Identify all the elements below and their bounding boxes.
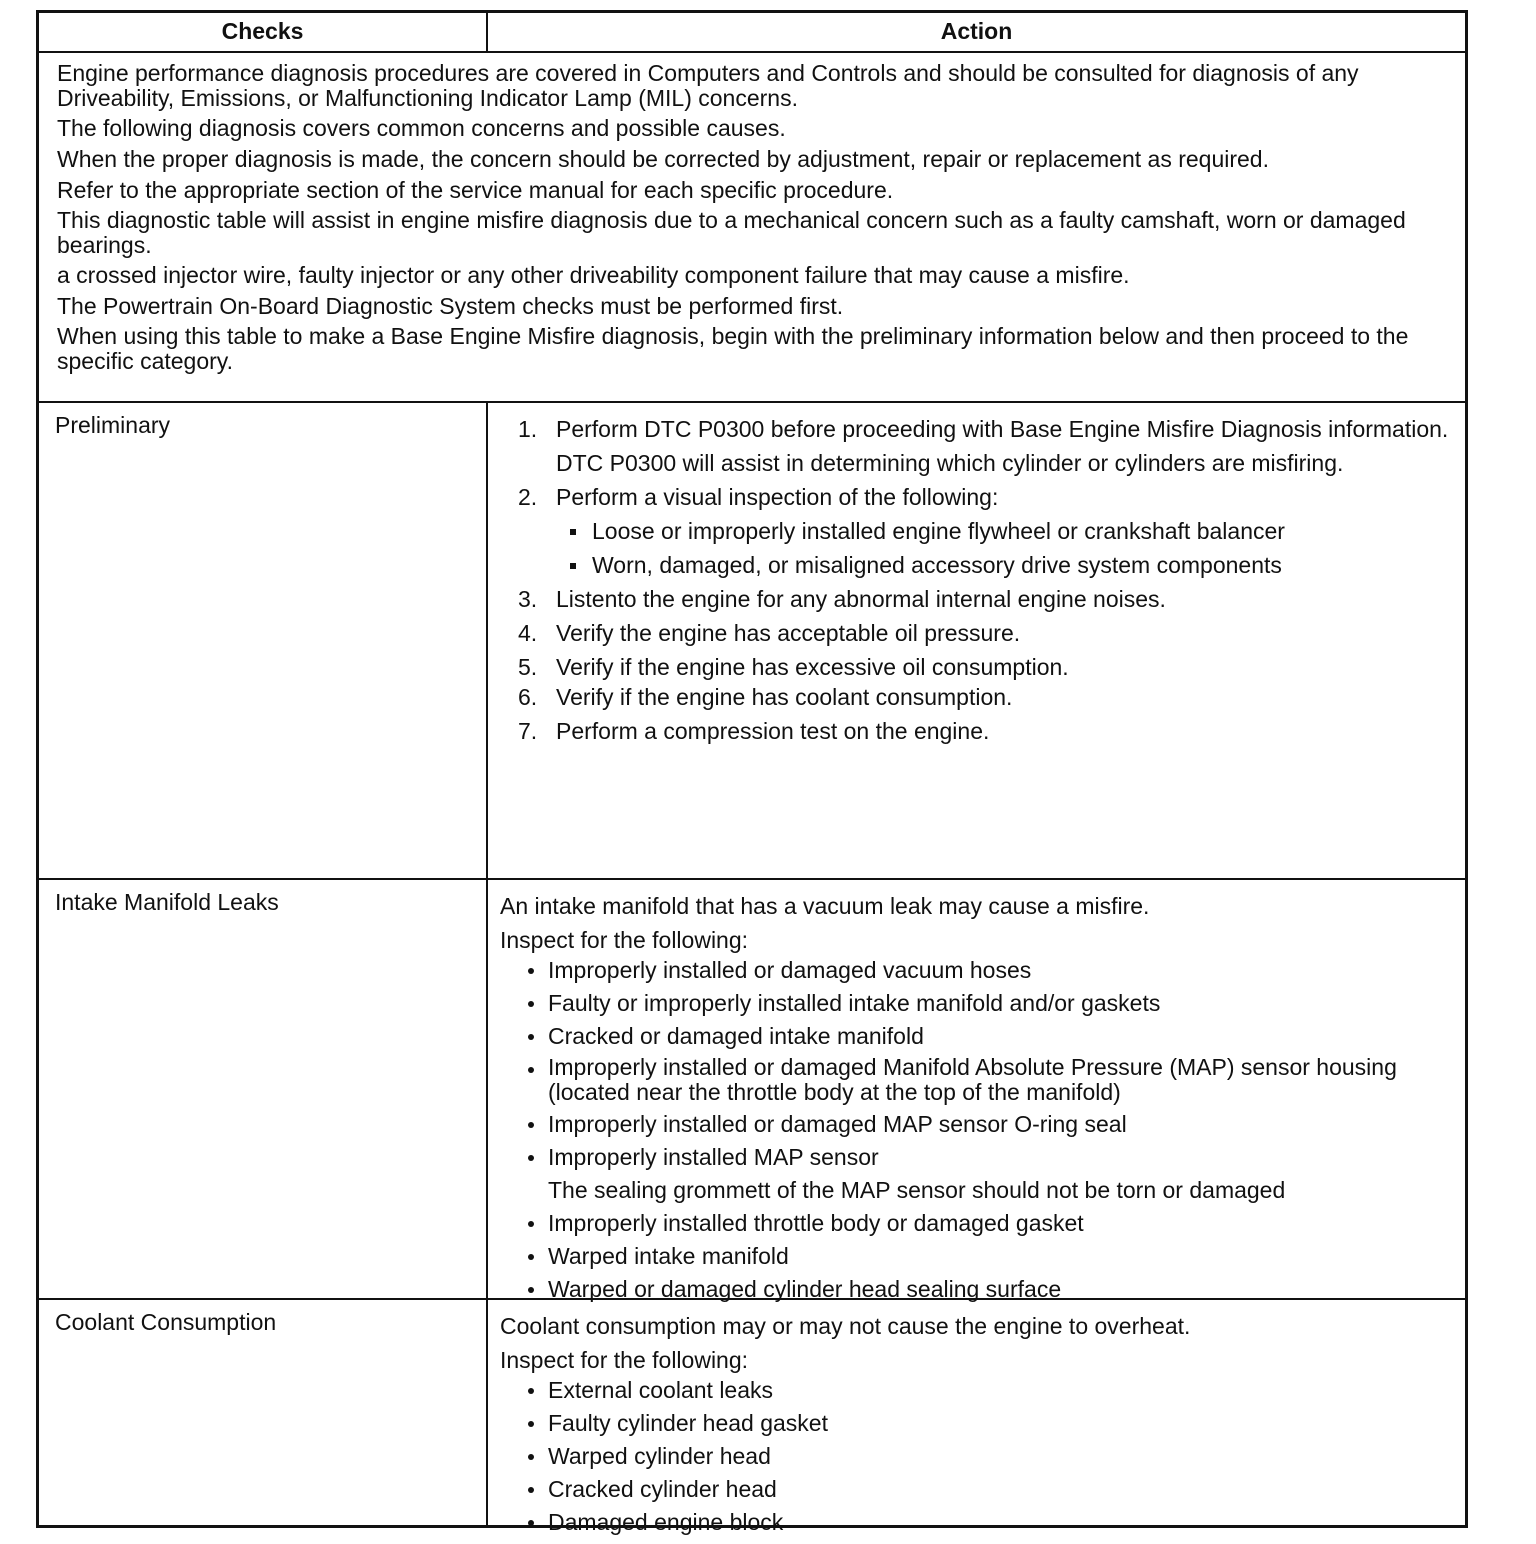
bullet-icon xyxy=(528,1001,534,1007)
step-text: Listento the engine for any abnormal internal engine noises. xyxy=(556,586,1166,612)
intro-paragraph: When using this table to make a Base Engine Misfire diagnosis, begin with the preliminary information below and then proceed to the specific category. xyxy=(57,323,1409,374)
item-text: Improperly installed or damaged vacuum hoses xyxy=(548,957,1032,983)
list-item xyxy=(524,1409,1453,1437)
check-intake: Intake Manifold Leaks xyxy=(39,880,488,1298)
step-number: 2. xyxy=(518,484,538,510)
bullet-icon xyxy=(528,1421,534,1427)
bullet-icon xyxy=(528,1067,534,1073)
item-text: Warped cylinder head xyxy=(548,1443,771,1469)
list-item xyxy=(518,415,1453,477)
list-item xyxy=(524,1209,1453,1237)
list-item xyxy=(518,585,1453,613)
coolant-lead: Coolant consumption may or may not cause the engine to overheat. xyxy=(500,1313,1191,1339)
list-item xyxy=(524,1442,1453,1470)
step-text: Verify the engine has acceptable oil pressure. xyxy=(556,620,1021,646)
step-number: 6. xyxy=(518,684,538,710)
list-item xyxy=(568,551,1453,579)
intro-row xyxy=(39,51,1465,401)
sub-item-text: Loose or improperly installed engine flywheel or crankshaft balancer xyxy=(592,518,1285,544)
bullet-icon xyxy=(528,1520,534,1526)
step-number: 3. xyxy=(518,586,538,612)
sub-list xyxy=(556,517,1453,579)
check-preliminary: Preliminary xyxy=(39,403,488,878)
intro-paragraph: When the proper diagnosis is made, the concern should be corrected by adjustment, repair or replacement as required. xyxy=(57,146,1269,172)
item-text: Improperly installed MAP sensor xyxy=(548,1144,879,1170)
bullet-icon xyxy=(528,1221,534,1227)
list-item xyxy=(518,683,1453,711)
table-header-row xyxy=(39,13,1465,51)
action-coolant xyxy=(488,1300,1465,1535)
bullet-icon xyxy=(528,968,534,974)
step-number: 1. xyxy=(518,416,538,442)
step-text: Perform a compression test on the engine. xyxy=(556,718,990,744)
table-row-coolant xyxy=(39,1298,1465,1535)
intake-items xyxy=(500,956,1453,1303)
preliminary-steps xyxy=(500,415,1453,745)
check-coolant: Coolant Consumption xyxy=(39,1300,488,1525)
item-text: Faulty or improperly installed intake manifold and/or gaskets xyxy=(548,990,1161,1016)
list-item xyxy=(518,619,1453,647)
table-row-intake xyxy=(39,878,1465,1302)
list-item xyxy=(518,483,1453,579)
item-text: External coolant leaks xyxy=(548,1377,774,1403)
intro-paragraph: The Powertrain On-Board Diagnostic System checks must be performed first. xyxy=(57,293,844,319)
step-text: Perform DTC P0300 before proceeding with Base Engine Misfire Diagnosis information. xyxy=(556,416,1449,442)
square-bullet-icon xyxy=(570,529,576,535)
square-bullet-icon xyxy=(570,563,576,569)
step-note: DTC P0300 will assist in determining which cylinder or cylinders are misfiring. xyxy=(556,450,1344,476)
list-item xyxy=(524,1242,1453,1270)
step-number: 4. xyxy=(518,620,538,646)
list-item xyxy=(524,1143,1453,1171)
list-item xyxy=(524,989,1453,1017)
list-item xyxy=(524,1275,1453,1303)
list-item xyxy=(568,517,1453,545)
intro-paragraph: The following diagnosis covers common concerns and possible causes. xyxy=(57,115,786,141)
step-number: 7. xyxy=(518,718,538,744)
table-row-preliminary xyxy=(39,401,1465,878)
bullet-icon xyxy=(528,1034,534,1040)
list-item xyxy=(524,1508,1453,1536)
header-action: Action xyxy=(940,18,1013,44)
list-item-note: The sealing grommett of the MAP sensor should not be torn or damaged xyxy=(548,1177,1286,1203)
list-item xyxy=(524,1110,1453,1138)
bullet-icon xyxy=(528,1388,534,1394)
intake-inspect: Inspect for the following: xyxy=(500,927,749,953)
item-text: Cracked or damaged intake manifold xyxy=(548,1023,924,1049)
list-item xyxy=(524,1022,1453,1050)
list-item xyxy=(524,1475,1453,1503)
bullet-icon xyxy=(528,1287,534,1293)
list-item xyxy=(524,1055,1453,1105)
item-text: Faulty cylinder head gasket xyxy=(548,1410,828,1436)
list-item xyxy=(518,717,1453,745)
list-item xyxy=(518,653,1453,681)
item-text: Warped intake manifold xyxy=(548,1243,789,1269)
list-item xyxy=(524,1376,1453,1404)
bullet-icon xyxy=(528,1454,534,1460)
bullet-icon xyxy=(528,1254,534,1260)
item-text: Improperly installed or damaged MAP sensor O-ring seal xyxy=(548,1111,1127,1137)
intro-text xyxy=(39,53,1465,401)
header-checks: Checks xyxy=(39,13,488,51)
item-text: Damaged engine block xyxy=(548,1509,784,1535)
item-text: Improperly installed throttle body or damaged gasket xyxy=(548,1210,1084,1236)
sub-item-text: Worn, damaged, or misaligned accessory drive system components xyxy=(592,552,1282,578)
intro-paragraph: This diagnostic table will assist in engine misfire diagnosis due to a mechanical concern such as a faulty camshaft, worn or damaged bearings. xyxy=(57,207,1406,258)
intake-lead: An intake manifold that has a vacuum leak may cause a misfire. xyxy=(500,893,1150,919)
diagnosis-table xyxy=(36,10,1468,1535)
bullet-icon xyxy=(528,1487,534,1493)
item-text: Cracked cylinder head xyxy=(548,1476,777,1502)
bullet-icon xyxy=(528,1122,534,1128)
action-preliminary xyxy=(488,403,1465,878)
bullet-icon xyxy=(528,1155,534,1161)
action-intake xyxy=(488,880,1465,1302)
intro-paragraph: a crossed injector wire, faulty injector or any other driveability component failure that may cause a misfire. xyxy=(57,262,1130,288)
item-text: Improperly installed or damaged Manifold Absolute Pressure (MAP) sensor housing (located near the throttle body at the top of the manifold) xyxy=(548,1054,1397,1105)
intro-paragraph: Engine performance diagnosis procedures are covered in Computers and Controls and should be consulted for diagnosis of any Driveability, Emissions, or Malfunctioning Indicator Lamp (MIL) concerns. xyxy=(57,60,1359,111)
step-text: Perform a visual inspection of the following: xyxy=(556,484,999,510)
item-text: Warped or damaged cylinder head sealing surface xyxy=(548,1276,1062,1302)
coolant-inspect: Inspect for the following: xyxy=(500,1347,749,1373)
step-text: Verify if the engine has coolant consumption. xyxy=(556,684,1013,710)
step-text: Verify if the engine has excessive oil consumption. xyxy=(556,654,1069,680)
coolant-items xyxy=(500,1376,1453,1536)
list-item xyxy=(524,956,1453,984)
step-number: 5. xyxy=(518,654,538,680)
intro-paragraph: Refer to the appropriate section of the service manual for each specific procedure. xyxy=(57,177,894,203)
